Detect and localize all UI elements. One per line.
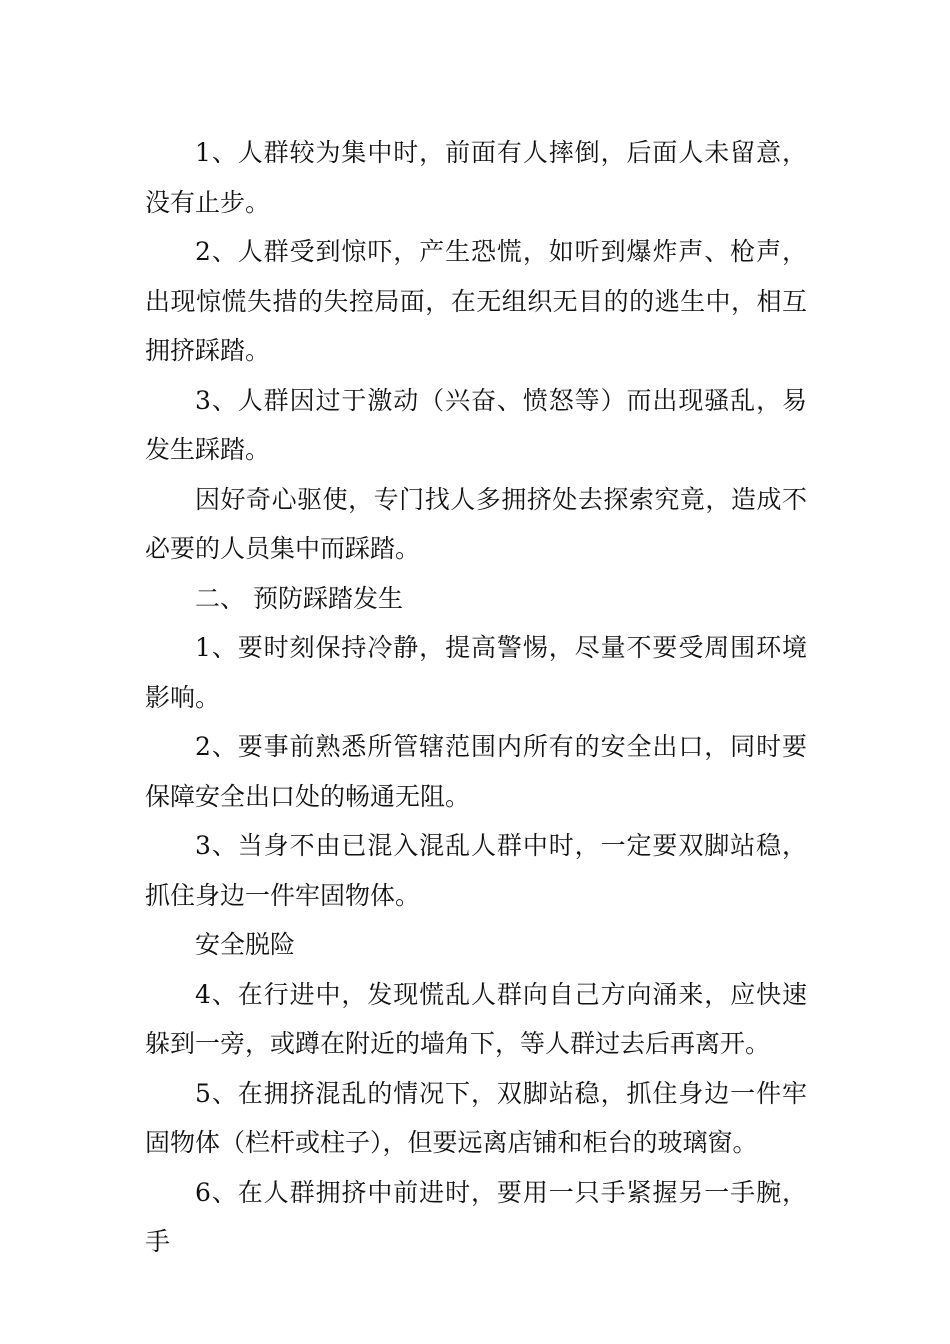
paragraph-escape-5: 5、在拥挤混乱的情况下，双脚站稳，抓住身边一件牢固物体（栏杆或柱子），但要远离店铺和柜台的玻璃窗。 [145,1078,807,1157]
paragraph-prevention-3: 3、当身不由已混入混乱人群中时，一定要双脚站稳，抓住身边一件牢固物体。 [145,831,807,910]
paragraph-cause-2: 2、人群受到惊吓，产生恐慌，如听到爆炸声、枪声，出现惊慌失措的失控局面，在无组织无目的的逃生中，相互拥挤踩踏。 [145,237,807,365]
paragraph-cause-1: 1、人群较为集中时，前面有人摔倒，后面人未留意，没有止步。 [145,138,807,217]
section-heading-prevention: 二、 预防踩踏发生 [195,583,403,613]
document-body [145,128,807,1267]
paragraph-cause-4: 因好奇心驱使，专门找人多拥挤处去探索究竟，造成不必要的人员集中而踩踏。 [145,484,807,563]
paragraph-prevention-2: 2、要事前熟悉所管辖范围内所有的安全出口，同时要保障安全出口处的畅通无阻。 [145,732,807,811]
paragraph-escape-6: 6、在人群拥挤中前进时，要用一只手紧握另一手腕，手 [145,1177,807,1256]
section-heading-escape: 安全脱险 [195,930,296,959]
paragraph-cause-3: 3、人群因过于激动（兴奋、愤怒等）而出现骚乱，易发生踩踏。 [145,385,807,464]
paragraph-prevention-1: 1、要时刻保持冷静，提高警惕，尽量不要受周围环境影响。 [145,633,807,712]
paragraph-escape-4: 4、在行进中，发现慌乱人群向自己方向涌来，应快速躲到一旁，或蹲在附近的墙角下，等人群过去后再离开。 [145,979,807,1058]
